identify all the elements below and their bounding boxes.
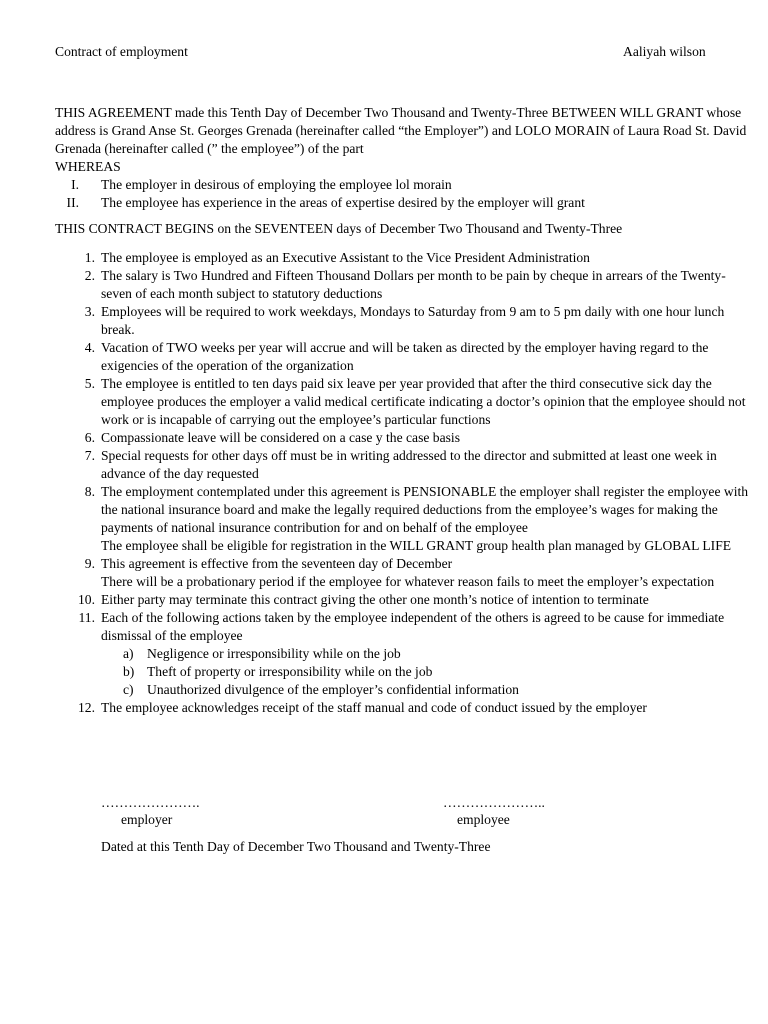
employee-label: employee — [457, 812, 510, 827]
term-text: There will be a probationary period if the employee for whatever reason fails to meet the employer’s expectation — [101, 574, 715, 589]
dated-line: Dated at this Tenth Day of December Two Thousand and Twenty-Three — [101, 839, 491, 854]
dismissal-causes-list — [101, 645, 755, 699]
term-text: Employees will be required to work weekdays, Mondays to Saturday from 9 am to 5 pm daily with one hour lunch break. — [101, 304, 725, 337]
term-item — [55, 303, 755, 339]
term-text: Compassionate leave will be considered on a case y the case basis — [101, 430, 460, 445]
employer-signature-line: …………………. — [101, 795, 200, 810]
recitals-list — [55, 176, 760, 212]
recital-text: The employee has experience in the areas of expertise desired by the employer will grant — [101, 195, 585, 210]
term-number: 2. — [84, 268, 95, 283]
term-number: 8. — [84, 484, 95, 499]
term-number: 10. — [78, 592, 95, 607]
term-text: The employee is entitled to ten days paid six leave per year provided that after the third consecutive sick day the employee produces the employer a valid medical certificate indicating a doctor’s opinion that the employee should not work or is incapable of carrying out the employee’s particular functions — [101, 376, 746, 427]
cause-letter: b) — [123, 664, 135, 679]
employee-signature-line: ………………….. — [443, 795, 545, 810]
term-item — [55, 609, 755, 699]
term-item — [55, 483, 755, 555]
term-text: The employee shall be eligible for registration in the WILL GRANT group health plan managed by GLOBAL LIFE — [101, 538, 732, 553]
contract-begins: THIS CONTRACT BEGINS on the SEVENTEEN days of December Two Thousand and Twenty-Three — [55, 221, 623, 236]
term-item — [55, 555, 755, 591]
recital-item — [55, 176, 760, 194]
term-text: The employee is employed as an Executive Assistant to the Vice President Administration — [101, 250, 590, 265]
term-text: Special requests for other days off must be in writing addressed to the director and submitted at least one week in advance of the day requested — [101, 448, 717, 481]
term-item — [55, 699, 755, 717]
term-text: Each of the following actions taken by the employee independent of the others is agreed to be cause for immediate dismissal of the employee — [101, 610, 725, 643]
term-number: 4. — [84, 340, 95, 355]
dismissal-cause-item — [101, 663, 755, 681]
term-number: 5. — [84, 376, 95, 391]
term-text: Either party may terminate this contract giving the other one month’s notice of intention to terminate — [101, 592, 649, 607]
recital-number: I. — [71, 177, 79, 192]
term-item — [55, 375, 755, 429]
recital-text: The employer in desirous of employing the employee lol morain — [101, 177, 452, 192]
agreement-paragraph: THIS AGREEMENT made this Tenth Day of December Two Thousand and Twenty-Three BETWEEN WILL GRANT whose address is Grand Anse St. Georges Grenada (hereinafter called “the Employer”) and LOLO MORAIN of Laura Road St. David Grenada (hereinafter called (” the employee”) of the part — [55, 105, 747, 156]
cause-letter: a) — [123, 646, 134, 661]
author-name: Aaliyah wilson — [623, 44, 706, 59]
term-text: The salary is Two Hundred and Fifteen Thousand Dollars per month to be pain by cheque in arrears of the Twenty-seven of each month subject to statutory deductions — [101, 268, 726, 301]
term-text: This agreement is effective from the seventeen day of December — [101, 556, 453, 571]
intro-section — [55, 104, 760, 212]
term-number: 3. — [84, 304, 95, 319]
term-item — [55, 429, 755, 447]
terms-list — [55, 249, 755, 717]
term-item — [55, 591, 755, 609]
term-number: 6. — [84, 430, 95, 445]
term-number: 7. — [84, 448, 95, 463]
term-number: 9. — [84, 556, 95, 571]
term-item — [55, 339, 755, 375]
term-text: The employee acknowledges receipt of the staff manual and code of conduct issued by the employer — [101, 700, 647, 715]
cause-letter: c) — [123, 682, 134, 697]
term-item — [55, 249, 755, 267]
cause-text: Theft of property or irresponsibility while on the job — [147, 664, 433, 679]
term-text: Vacation of TWO weeks per year will accrue and will be taken as directed by the employer having regard to the exigencies of the operation of the organization — [101, 340, 709, 373]
term-number: 1. — [84, 250, 95, 265]
term-item — [55, 267, 755, 303]
document-title: Contract of employment — [55, 44, 188, 59]
recital-item — [55, 194, 760, 212]
term-text: The employment contemplated under this agreement is PENSIONABLE the employer shall register the employee with the national insurance board and make the legally required deductions from the employee’s wages for making the payments of national insurance contribution for and on behalf of the employee — [101, 484, 749, 535]
dismissal-cause-item — [101, 645, 755, 663]
dismissal-cause-item — [101, 681, 755, 699]
term-number: 12. — [78, 700, 95, 715]
employer-label: employer — [121, 812, 173, 827]
cause-text: Unauthorized divulgence of the employer’s confidential information — [147, 682, 519, 697]
term-item — [55, 447, 755, 483]
whereas-heading: WHEREAS — [55, 159, 121, 174]
cause-text: Negligence or irresponsibility while on the job — [147, 646, 401, 661]
recital-number: II. — [66, 195, 79, 210]
term-number: 11. — [78, 610, 95, 625]
